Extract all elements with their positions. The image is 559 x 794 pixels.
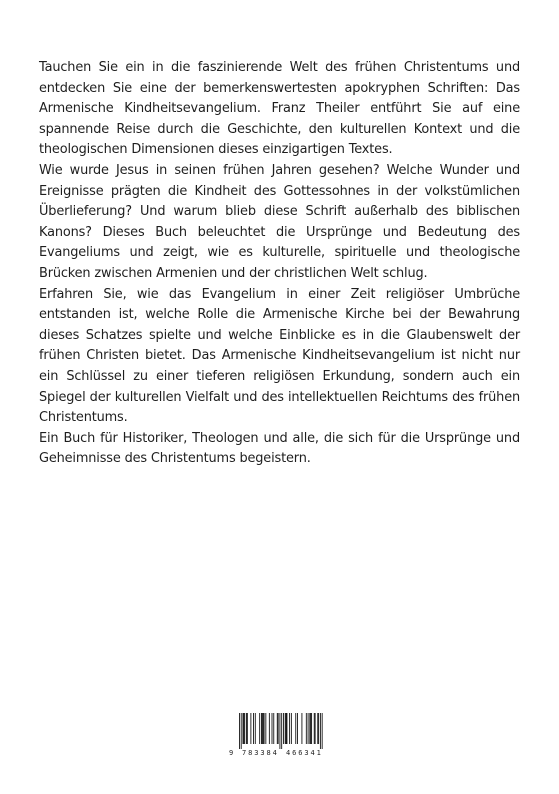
barcode-bar [255,713,256,744]
barcode-bar [261,713,262,744]
blurb-paragraph-1: Tauchen Sie ein in die faszinierende Welt des frühen Christentums und entdecken Sie eine der bemerkenswertesten apokryphen Schriften: Das Armenische Kindheitsevangelium. Franz Theiler entführt Sie auf eine spannende Reise durch die Geschichte, den kulturellen Kontext und die theologischen Dimensionen dieses einzigartigen Textes. [39,60,520,158]
blurb-paragraph-3: Erfahren Sie, wie das Evangelium in einer Zeit religiöser Umbrüche entstanden ist, welche Rolle die Armenische Kirche bei der Bewahrung dieses Schatzes spielte und welche Einblicke es in die Glaubenswelt der frühen Christen bietet. Das Armenische Kindheitsevangelium ist nicht nur ein Schlüssel zu einer tieferen religiösen Erkundung, sondern auch ein Spiegel der kulturellen Vielfalt und des intellektuellen Reichtums des frühen Christentums. [39,286,520,426]
barcode-guard-bar [241,713,242,749]
barcode-bar [306,713,307,744]
barcode-bar [301,713,302,744]
barcode-bar [263,713,264,744]
barcode-bar [283,713,284,744]
barcode-bar [287,713,288,744]
barcode-guard-bar [279,713,280,749]
barcode-bar [246,713,247,744]
barcode-left-digits: 783384 [242,749,279,757]
barcode-bar [277,713,278,744]
barcode-bar [250,713,251,744]
barcode-bar [314,713,315,744]
barcode-bars [229,713,329,749]
barcode-bar [309,713,310,744]
barcode-guard-bar [281,713,282,749]
blurb-paragraph-4: Ein Buch für Historiker, Theologen und alle, die sich für die Ursprünge und Geheimnisse des Christentums begeistern. [39,430,520,467]
barcode-bar [291,713,292,744]
barcode-bar [286,713,287,744]
barcode-bar [272,713,273,744]
barcode-bar [317,713,318,744]
barcode-bar [247,713,248,744]
barcode-bar [259,713,260,744]
isbn-barcode [229,713,329,759]
barcode-bar [273,713,274,744]
barcode-bar [265,713,266,744]
barcode-bar [262,713,263,744]
barcode-lead-digit: 9 [229,749,234,757]
blurb-text [39,58,520,470]
barcode-bar [264,713,265,744]
barcode-bar [297,713,298,744]
barcode-bar [285,713,286,744]
barcode-bar [244,713,245,744]
barcode-bar [278,713,279,744]
barcode-guard-bar [322,713,323,749]
barcode-bar [310,713,311,744]
barcode-bar [243,713,244,744]
barcode-bar [253,713,254,744]
barcode-bar [311,713,312,744]
blurb-paragraph-2: Wie wurde Jesus in seinen frühen Jahren gesehen? Welche Wunder und Ereignisse prägten die Kindheit des Gottessohnes in der volkstümlichen Überlieferung? Und warum blieb diese Schrift außerhalb des biblischen Kanons? Dieses Buch beleuchtet die Ursprünge und Bedeutung des Evangeliums und zeigt, wie es kulturelle, spirituelle und theologische Brücken zwischen Armenien und der christlichen Welt schlug. [39,162,520,281]
barcode-bar [243,713,244,744]
barcode-right-digits: 466341 [286,749,323,757]
barcode-bar [318,713,319,744]
barcode-digits [229,748,329,758]
barcode-bar [289,713,290,744]
barcode-guard-bar [320,713,321,749]
barcode-bar [315,713,316,744]
barcode-guard-bar [239,713,240,749]
barcode-bar [308,713,309,744]
barcode-bar [295,713,296,744]
barcode-bar [269,713,270,744]
